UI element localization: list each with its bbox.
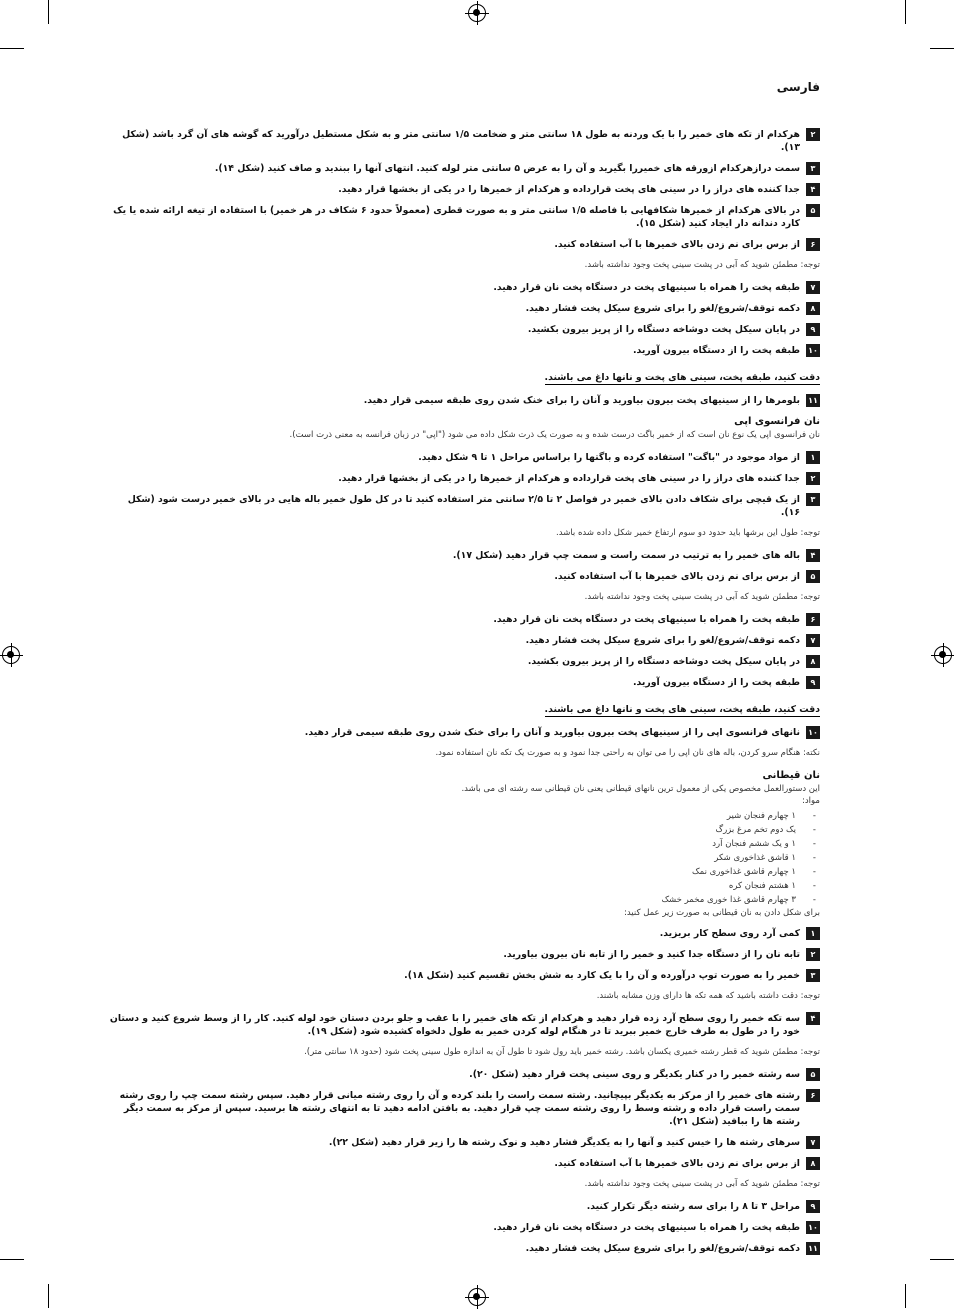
step-text: در پایان سیکل پخت دوشاخه دستگاه را از پریز بیرون بکشید. [527,656,800,667]
step-item [108,927,820,940]
caution-wrapper [108,697,820,726]
step-item [108,969,820,982]
step-item [108,128,820,154]
note-text: توجه: دقت داشته باشید که همه تکه ها دارای وزن مشابه باشند. [596,991,820,1001]
step-number-badge: ۳ [806,493,820,506]
step-item [108,570,820,583]
step-item [108,1157,820,1170]
step-item [108,183,820,196]
step-number-badge: ۳ [806,969,820,982]
step-text: در پایان سیکل پخت دوشاخه دستگاه را از پریز بیرون بکشید. [527,324,800,335]
step-item [108,1221,820,1234]
step-number-badge: ۸ [806,655,820,668]
section-heading-braided: نان قیطانی [762,770,820,781]
step-number-badge: ۵ [806,570,820,583]
ingredient-item: - ۱ و یک ششم فنجان آرد [108,837,796,851]
step-text: از برس برای نم زدن بالای خمیرها با آب استفاده کنید. [554,571,800,582]
step-text: خمیر را به صورت توپ درآورده و آن را با یک کارد به شش بخش تقسیم کنید (شکل ۱۸). [404,970,800,981]
step-text: نانهای فرانسوی اپی را از سینیهای پخت بیرون بیاورید و آنان را برای خنک شدن روی طبقه سیمی قرار دهید. [304,727,800,738]
step-text: سمت درازهرکدام ازورقه های خمیررا بگیرید و آن را به عرض ۵ سانتی متر لوله کنید. انتهای آنها را ببندید و صاف کنید (شکل ۱۴). [214,163,800,174]
step-item [108,655,820,668]
step-text: مراحل ۳ تا ۸ را برای سه رشته دیگر تکرار کنید. [586,1201,800,1212]
step-number-badge: ۱۰ [806,344,820,357]
step-text: رشته های خمیر را از مرکز به یکدیگر بپیچانید. رشته سمت راست را بلند کرده و آن را روی رشته میانی قرار دهید. سپس رشته سمت چپ را روی رشته سمت راست قرار داده و رشته وسط را روی رشته سمت چپ قرار دهید. به بافتن ادامه دهید تا به انتهای رشته ها برسید. سپس از مرکز به سمت دیگر رشته ها را ببافید (شکل ۲۱). [119,1090,800,1127]
step-number-badge: ۲ [806,472,820,485]
step-text: جدا کننده های دراز را در سینی های پخت قرارداده و هرکدام از خمیرها را در یکی از بخشها قرار دهید. [338,473,800,484]
step-text: باله های خمیر را به ترتیب در سمت راست و سمت چپ قرار دهید (شکل ۱۷). [452,550,800,561]
section-heading-epi: نان فرانسوی اپی [734,416,820,427]
step-number-badge: ۹ [806,323,820,336]
caution-text: دقت کنید، طبقه پخت، سینی های پخت و نانها داغ می باشند. [544,372,820,383]
step-item [108,1136,820,1149]
step-text: جدا کننده های دراز را در سینی های پخت قرارداده و هرکدام از خمیرها را در یکی از بخشها قرار دهید. [338,184,800,195]
registration-mark-bottom-icon [468,1288,486,1306]
step-number-badge: ۵ [806,1068,820,1081]
step-text: از مواد موجود در "باگت" استفاده کرده و باگتها را براساس مراحل ۱ تا ۹ شکل دهید. [418,452,800,463]
ingredient-item: - ۳ چهارم قاشق غذا خوری مخمر خشک [108,893,796,907]
step-item [108,323,820,336]
step-number-badge: ۱۱ [806,1242,820,1255]
step-item [108,394,820,407]
step-number-badge: ۱۱ [806,394,820,407]
steps-epi [108,451,820,759]
step-number-badge: ۷ [806,634,820,647]
note-text: نکته: هنگام سرو کردن، باله های نان اپی را می توان به راحتی جدا نمود و به صورت یک تکه نان استفاده نمود. [435,748,820,758]
step-item [108,472,820,485]
step-number-badge: ۳ [806,162,820,175]
step-item [108,238,820,251]
step-item [108,948,820,961]
section-intro-epi: نان فرانسوی اپی یک نوع نان است که از خمیر باگت درست شده و به صورت یک ذرت شکل داده می شود ("اپی" در زبان فرانسه به معنی ذرت است). [289,430,820,440]
section-braided-bread [108,769,820,1255]
ingredient-item: - یک دوم تخم مرغ بزرگ [108,823,796,837]
step-number-badge: ۷ [806,1136,820,1149]
crop-mark-bottom-left-v [48,1284,49,1308]
step-number-badge: ۶ [806,238,820,251]
step-text: از برس برای نم زدن بالای خمیرها با آب استفاده کنید. [554,239,800,250]
step-text: هرکدام از تکه های خمیر را با یک وردنه به طول ۱۸ سانتی متر و ضخامت ۱/۵ سانتی متر و به شکل مستطیل درآورید که گوشه های آن گرد باشد (شکل ۱۳). [122,129,800,153]
step-item [108,204,820,230]
step-number-badge: ۹ [806,1200,820,1213]
step-text: دکمه توقف/شروع/لغو را برای شروع سیکل پخت فشار دهید. [525,1243,800,1254]
step-text: در بالای هرکدام از خمیرها شکافهایی با فاصله ۱/۵ سانتی متر و به صورت قطری (معمولاً حدود ۶ شکاف در هر خمیر) با استفاده از تیغه ارائه شده یا یک کارد دندانه دار ایجاد کنید (شکل ۱۵). [113,205,800,229]
step-number-badge: ۹ [806,676,820,689]
step-text: طبقه پخت را همراه با سینیهای پخت در دستگاه پخت نان قرار دهید. [493,1222,800,1233]
step-number-badge: ۸ [806,302,820,315]
step-number-badge: ۴ [806,1012,820,1025]
crop-mark-top-right-h [930,48,954,49]
step-text: کمی آرد روی سطح کار بریزید. [659,928,800,939]
step-text: بلومرها را از سینیهای پخت بیرون بیاورید و آنان را برای خنک شدن روی طبقه سیمی قرار دهید. [363,395,800,406]
ingredient-item: - ۱ هشتم فنجان کره [108,879,796,893]
step-number-badge: ۶ [806,1089,820,1102]
step-item [108,1012,820,1038]
step-item [108,726,820,739]
step-text: طبقه پخت را همراه با سینیهای پخت در دستگاه پخت نان قرار دهید. [493,614,800,625]
step-number-badge: ۶ [806,613,820,626]
crop-mark-bottom-right-v [905,1284,906,1308]
shaping-intro: برای شکل دادن به نان قیطانی به صورت زیر عمل کنید: [623,908,820,918]
step-number-badge: ۲ [806,128,820,141]
step-number-badge: ۴ [806,549,820,562]
crop-mark-top-left-v [48,0,49,24]
note-text: توجه: مطمئن شوید که قطر رشته خمیری یکسان باشد. رشته خمیر باید رول شود تا طول آن به اندازه طول سینی پخت شود (حدود ۱۸ سانتی متر). [304,1047,820,1057]
step-text: سرهای رشته ها را خیس کنید و آنها را به یکدیگر فشار دهید و نوک رشته ها را زیر قرار دهید (شکل ۲۲). [328,1137,800,1148]
step-number-badge: ۷ [806,281,820,294]
step-text: دکمه توقف/شروع/لغو را برای شروع سیکل پخت فشار دهید. [525,303,800,314]
caution-wrapper [108,365,820,394]
step-item [108,281,820,294]
step-text: از یک قیچی برای شکاف دادن بالای خمیر در فواصل ۲ تا ۲/۵ سانتی متر استفاده کنید تا در کل طول خمیر باله هایی در بالای خمیر درست شود (شکل ۱۶). [127,494,800,518]
step-item [108,1200,820,1213]
note-text: توجه: مطمئن شوید که آبی در پشت سینی پخت وجود نداشته باشد. [584,1179,820,1189]
ingredients-list [108,809,820,907]
note-text: توجه: مطمئن شوید که آبی در پشت سینی پخت وجود نداشته باشد. [584,260,820,270]
registration-mark-top-icon [468,4,486,22]
instructions-block-1 [108,128,820,407]
document-content [108,80,820,1263]
crop-mark-bottom-left-h [0,1259,24,1260]
ingredient-item: - ۱ چهارم فنجان شیر [108,809,796,823]
step-number-badge: ۱ [806,451,820,464]
step-item [108,613,820,626]
step-text: طبقه پخت را همراه با سینیهای پخت در دستگاه پخت نان قرار دهید. [493,282,800,293]
note-text: توجه: مطمئن شوید که آبی در پشت سینی پخت وجود نداشته باشد. [584,592,820,602]
step-item [108,676,820,689]
step-item [108,451,820,464]
step-item [108,1242,820,1255]
registration-mark-left-icon [2,646,20,664]
crop-mark-top-left-h [0,48,24,49]
step-number-badge: ۵ [806,204,820,217]
crop-mark-top-right-v [905,0,906,24]
step-item [108,162,820,175]
step-number-badge: ۱ [806,927,820,940]
step-number-badge: ۸ [806,1157,820,1170]
note-text: توجه: طول این برشها باید حدود دو سوم ارتفاع خمیر شکل داده شده باشد. [556,528,820,538]
step-text: سه رشته خمیر را در کنار یکدیگر و روی سینی پخت قرار دهید (شکل ۲۰). [469,1069,800,1080]
step-text: طبقه پخت را از دستگاه بیرون آورید. [633,677,800,688]
ingredient-item: - ۱ قاشق غذاخوری شکر [108,851,796,865]
caution-text: دقت کنید، طبقه پخت، سینی های پخت و نانها داغ می باشند. [544,704,820,715]
step-number-badge: ۲ [806,948,820,961]
ingredients-label: مواد: [802,796,820,806]
step-item [108,1068,820,1081]
step-item [108,549,820,562]
step-text: سه تکه خمیر را روی سطح آرد زده قرار دهید و هرکدام از تکه های خمیر را با عقب و جلو بردن دستان خود لوله کنید. کار را از وسط شروع کنید و دستان خود را در طول به طرف خارج خمیر ببرید تا در هنگام لوله کردن خمیر به طول دلخواه کشیده شود (شکل ۱۹). [109,1013,800,1037]
step-item [108,634,820,647]
step-text: تابه نان را از دستگاه جدا کنید و خمیر را از تابه نان بیرون بیاورید. [503,949,800,960]
step-item [108,302,820,315]
step-item [108,493,820,519]
language-title: فارسی [776,80,820,94]
step-number-badge: ۴ [806,183,820,196]
step-number-badge: ۱۰ [806,726,820,739]
step-text: دکمه توقف/شروع/لغو را برای شروع سیکل پخت فشار دهید. [525,635,800,646]
section-epi-bread [108,415,820,759]
registration-mark-right-icon [934,646,952,664]
step-number-badge: ۱۰ [806,1221,820,1234]
ingredient-item: - ۱ چهارم قاشق غذاخوری نمک [108,865,796,879]
step-text: از برس برای نم زدن بالای خمیرها با آب استفاده کنید. [554,1158,800,1169]
step-text: طبقه پخت را از دستگاه بیرون آورید. [633,345,800,356]
crop-mark-bottom-right-h [930,1259,954,1260]
section-intro-braided: این دستورالعمل مخصوص یکی از معمول ترین نانهای قیطانی یعنی نان قیطانی سه رشته ای می باشد. [461,784,820,794]
step-item [108,1089,820,1128]
steps-braided [108,927,820,1255]
step-item [108,344,820,357]
